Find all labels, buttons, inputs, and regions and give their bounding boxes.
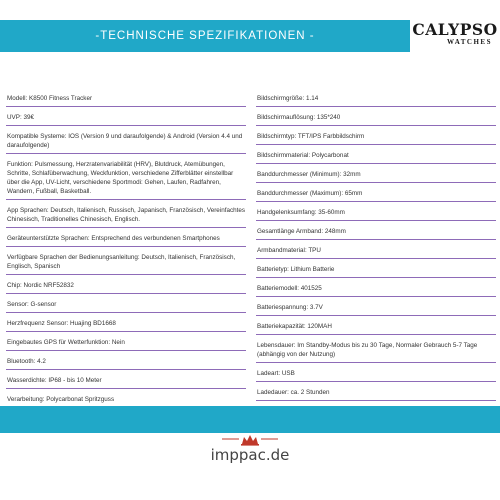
spec-row: Bildschirmgröße: 1.14 [256, 93, 496, 107]
page-title: -TECHNISCHE SPEZIFIKATIONEN - [95, 30, 315, 42]
spec-row: Banddurchmesser (Minimum): 32mm [256, 169, 496, 183]
spec-column-left [6, 93, 246, 432]
spec-column-right [256, 93, 496, 425]
spec-row: Verarbeitung: Polycarbonat Spritzguss [6, 394, 246, 408]
brand-logo [412, 22, 498, 46]
spec-row: Verfügbare Sprachen der Bedienungsanleitung: Deutsch, Italienisch, Französisch, Englisch, Spanisch [6, 252, 246, 275]
spec-row: Sensor: G-sensor [6, 299, 246, 313]
spec-row: Bildschirmtyp: TFT/IPS Farbbildschirm [256, 131, 496, 145]
spec-row: Batteriekapazität: 120MAH [256, 321, 496, 335]
spec-row: Bildschirmauflösung: 135*240 [256, 112, 496, 126]
spec-row: Bluetooth: 4.2 [6, 356, 246, 370]
spec-row: Modell: K8500 Fitness Tracker [6, 93, 246, 107]
spec-row: Gesamtlänge Armband: 248mm [256, 226, 496, 240]
spec-row: App Sprachen: Deutsch, Italienisch, Russisch, Japanisch, Französisch, Vereinfachtes Chinesisch, Traditionelles Chinesisch, Englisch. [6, 205, 246, 228]
spec-row: Batterietyp: Lithium Batterie [256, 264, 496, 278]
spec-row: Ladedauer: ca. 2 Stunden [256, 387, 496, 401]
brand-subtitle: WATCHES [447, 38, 492, 46]
spec-row: Herzfrequenz Sensor: Huajing BD1668 [6, 318, 246, 332]
header-band [0, 20, 410, 52]
bottom-band [0, 406, 500, 433]
footer-logo [0, 432, 500, 464]
spec-row: Lebensdauer: Im Standby-Modus bis zu 30 Tage, Normaler Gebrauch 5-7 Tage (abhängig von der Nutzung) [256, 340, 496, 363]
spec-row: Chip: Nordic NRF52832 [6, 280, 246, 294]
footer-brand: imppac.de [210, 446, 290, 464]
spec-row: Geräteunterstützte Sprachen: Entsprechend des verbundenen Smartphones [6, 233, 246, 247]
spec-row: Wasserdichte: IP68 - bis 10 Meter [6, 375, 246, 389]
spec-row: UVP: 39€ [6, 112, 246, 126]
crown-icon [220, 432, 280, 446]
spec-row: Bildschirmmaterial: Polycarbonat [256, 150, 496, 164]
brand-name: CALYPSO [412, 20, 498, 39]
spec-row: Batteriespannung: 3.7V [256, 302, 496, 316]
spec-row: Ladeart: USB [256, 368, 496, 382]
spec-row: Funktion: Pulsmessung, Herzratenvariabilität (HRV), Blutdruck, Atemübungen, Schritte, Schlafüberwachung, Weckfunktion, verschiedene Zifferblätter einstellbar über die App, UV-Licht, verschiedene Sportmodi: Gehen, Laufen, Radfahren, Wandern, Fußball, Basketball. [6, 159, 246, 200]
spec-row: Handgelenksumfang: 35-60mm [256, 207, 496, 221]
spec-row: Armbandmaterial: TPU [256, 245, 496, 259]
spec-row: Batteriemodell: 401525 [256, 283, 496, 297]
spec-row: Kompatible Systeme: IOS (Version 9 und daraufolgende) & Android (Version 4.4 und daraufolgende) [6, 131, 246, 154]
spec-row: Eingebautes GPS für Wetterfunktion: Nein [6, 337, 246, 351]
spec-row: Banddurchmesser (Maximum): 65mm [256, 188, 496, 202]
